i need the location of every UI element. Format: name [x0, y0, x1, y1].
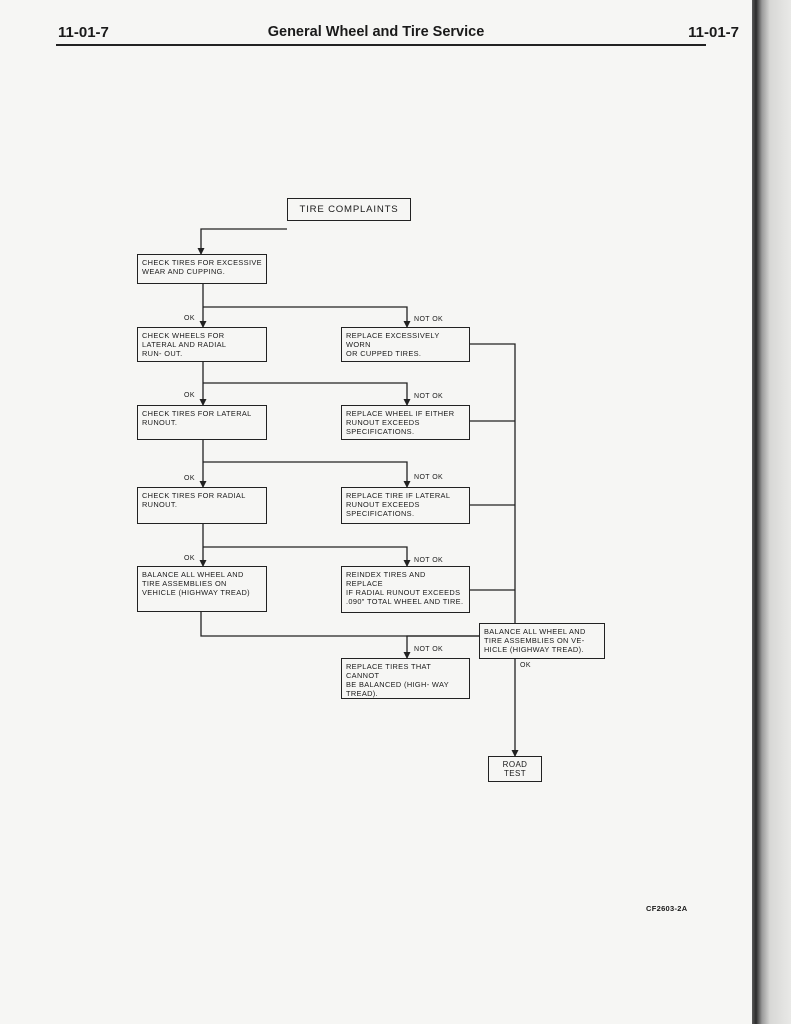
action-replace-tire-lateral: REPLACE TIRE IF LATERAL RUNOUT EXCEEDS SPECIFICATIONS.	[341, 487, 470, 524]
figure-reference-code: CF2603-2A	[646, 904, 688, 913]
connector-notok-3	[203, 462, 407, 487]
step-balance-highway-tread: BALANCE ALL WHEEL AND TIRE ASSEMBLIES ON VE- HICLE (HIGHWAY TREAD).	[479, 623, 605, 659]
step-check-radial-runout: CHECK TIRES FOR RADIAL RUNOUT.	[137, 487, 267, 524]
label-not-ok-5: NOT OK	[414, 646, 444, 653]
page-number-left: 11-01-7	[58, 24, 109, 41]
step-check-wheels-runout: CHECK WHEELS FOR LATERAL AND RADIAL RUN- OUT.	[137, 327, 267, 362]
connector-collector	[470, 344, 515, 756]
label-ok-4: OK	[184, 555, 195, 562]
label-ok-1: OK	[184, 315, 195, 322]
connector-notok-1	[203, 307, 407, 327]
connector-balance	[201, 612, 479, 636]
page-number-right: 11-01-7	[688, 24, 739, 41]
connector-notok-2	[203, 383, 407, 405]
label-not-ok-3: NOT OK	[414, 474, 444, 481]
label-ok-3: OK	[184, 475, 195, 482]
page-title: General Wheel and Tire Service	[267, 24, 485, 40]
page-binding-edge	[752, 0, 791, 1024]
end-box-road-test: ROAD TEST	[488, 756, 542, 782]
label-ok-2: OK	[184, 392, 195, 399]
label-not-ok-2: NOT OK	[414, 393, 444, 400]
label-ok-5: OK	[520, 662, 531, 669]
connector-notok-4	[203, 547, 407, 566]
step-balance-on-vehicle: BALANCE ALL WHEEL AND TIRE ASSEMBLIES ON VEHICLE (HIGHWAY TREAD)	[137, 566, 267, 612]
step-check-lateral-runout: CHECK TIRES FOR LATERAL RUNOUT.	[137, 405, 267, 440]
action-reindex-tires: REINDEX TIRES AND REPLACE IF RADIAL RUNOUT EXCEEDS .090" TOTAL WHEEL AND TIRE.	[341, 566, 470, 613]
label-not-ok-4: NOT OK	[414, 557, 444, 564]
action-replace-unbalanced-tires: REPLACE TIRES THAT CANNOT BE BALANCED (HIGH- WAY TREAD).	[341, 658, 470, 699]
start-box-tire-complaints: TIRE COMPLAINTS	[287, 198, 411, 221]
step-check-wear: CHECK TIRES FOR EXCESSIVE WEAR AND CUPPING.	[137, 254, 267, 284]
action-replace-worn-tires: REPLACE EXCESSIVELY WORN OR CUPPED TIRES.	[341, 327, 470, 362]
action-replace-wheel: REPLACE WHEEL IF EITHER RUNOUT EXCEEDS SPECIFICATIONS.	[341, 405, 470, 440]
connector-start	[201, 229, 287, 254]
label-not-ok-1: NOT OK	[414, 316, 444, 323]
